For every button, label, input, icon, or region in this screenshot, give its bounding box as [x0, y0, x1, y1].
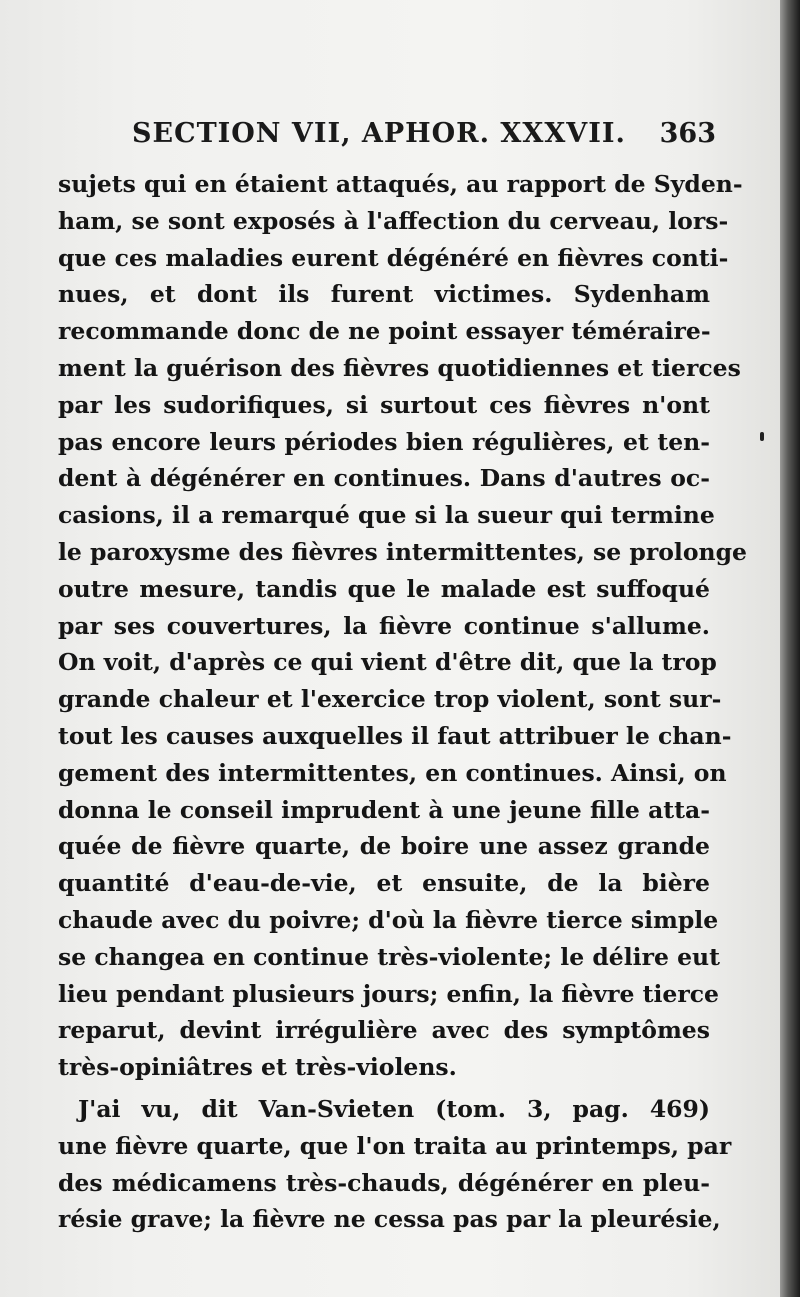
text-line: outre mesure, tandis que le malade est suffoqué: [58, 574, 710, 603]
page-edge-shadow: [780, 0, 800, 1297]
text-line: ment la guérison des fièvres quotidiennes et tierces: [58, 353, 741, 382]
text-line: sujets qui en étaient attaqués, au rapport de Syden-: [58, 170, 743, 198]
text-line: que ces maladies eurent dégénéré en fièvres conti-: [58, 243, 729, 272]
text-line: On voit, d'après ce qui vient d'être dit, que la trop: [58, 648, 717, 677]
text-line: pas encore leurs périodes bien régulières, et ten-: [58, 427, 710, 456]
text-line: ham, se sont exposés à l'affection du cerveau, lors-: [58, 206, 729, 235]
text-line: quantité d'eau-de-vie, et ensuite, de la bière: [58, 869, 710, 898]
text-line: par les sudorifiques, si surtout ces fièvres n'ont: [58, 390, 710, 419]
text-line: tout les causes auxquelles il faut attribuer le chan-: [58, 721, 732, 750]
paragraph-1: [58, 166, 747, 1086]
text-line: résie grave; la fièvre ne cessa pas par la pleurésie,: [58, 1205, 721, 1234]
body-text: [58, 166, 747, 1238]
running-title: SECTION VII, APHOR. XXXVII.: [132, 118, 626, 149]
text-line: par ses couvertures, la fièvre continue s'allume.: [58, 611, 710, 640]
paragraph-2: [58, 1091, 732, 1238]
ink-speck: [760, 432, 764, 441]
text-line: reparut, devint irrégulière avec des symptômes: [58, 1016, 710, 1045]
text-line: lieu pendant plusieurs jours; enfin, la fièvre tierce: [58, 979, 719, 1008]
text-line: chaude avec du poivre; d'où la fièvre tierce simple: [58, 905, 719, 934]
text-line: gement des intermittentes, en continues. Ainsi, on: [58, 758, 727, 787]
text-line: se changea en continue très-violente; le délire eut: [58, 942, 720, 971]
text-line: grande chaleur et l'exercice trop violent, sont sur-: [58, 685, 722, 714]
page-header: [132, 118, 716, 158]
page-number: 363: [659, 118, 716, 149]
text-line: quée de fièvre quarte, de boire une assez grande: [58, 832, 710, 861]
text-line: très-opiniâtres et très-violens.: [58, 1053, 457, 1082]
text-line: donna le conseil imprudent à une jeune fille atta-: [58, 795, 710, 824]
text-line: recommande donc de ne point essayer téméraire-: [58, 317, 711, 346]
text-line: nues, et dont ils furent victimes. Sydenham: [58, 280, 710, 309]
text-line: dent à dégénérer en continues. Dans d'autres oc-: [58, 464, 710, 493]
text-line: des médicamens très-chauds, dégénérer en pleu-: [58, 1168, 710, 1197]
text-line: le paroxysme des fièvres intermittentes, se prolonge: [58, 537, 747, 566]
text-line: une fièvre quarte, que l'on traita au printemps, par: [58, 1131, 732, 1160]
text-line: J'ai vu, dit Van-Svieten (tom. 3, pag. 469): [78, 1094, 710, 1123]
text-line: casions, il a remarqué que si la sueur qui termine: [58, 501, 715, 530]
